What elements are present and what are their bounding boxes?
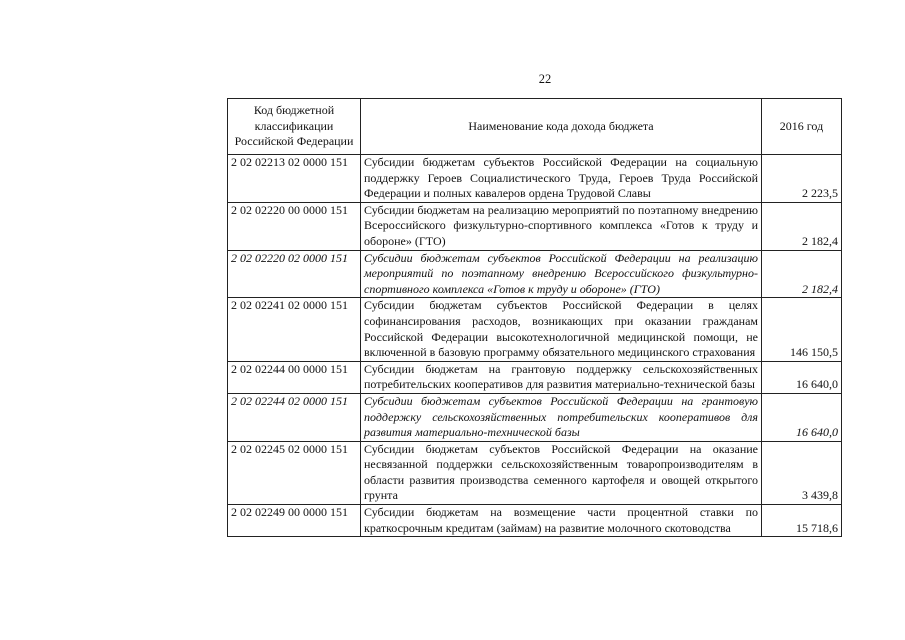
header-code: Код бюджетной классификации Российской Федерации <box>228 99 361 155</box>
table-row <box>228 155 842 203</box>
table-row <box>228 250 842 298</box>
row-code: 2 02 02241 02 0000 151 <box>228 298 361 361</box>
table-header-row <box>228 99 842 155</box>
table-body <box>228 155 842 537</box>
row-value: 15 718,6 <box>762 505 842 537</box>
row-name: Субсидии бюджетам субъектов Российской Федерации на грантовую поддержку сельскохозяйственных потребительских кооперативов для развития материально-технической базы <box>361 393 762 441</box>
table-row <box>228 361 842 393</box>
row-code: 2 02 02220 02 0000 151 <box>228 250 361 298</box>
header-year: 2016 год <box>762 99 842 155</box>
row-code: 2 02 02245 02 0000 151 <box>228 441 361 504</box>
row-value: 2 182,4 <box>762 250 842 298</box>
row-value: 2 182,4 <box>762 202 842 250</box>
row-name: Субсидии бюджетам субъектов Российской Федерации в целях софинансирования расходов, возникающих при оказании гражданам Российской Федерации высокотехнологичной медицинской помощи, не включенной в базовую программу обязательного медицинского страхования <box>361 298 762 361</box>
row-code: 2 02 02249 00 0000 151 <box>228 505 361 537</box>
row-name: Субсидии бюджетам на возмещение части процентной ставки по краткосрочным кредитам (займам) на развитие молочного скотоводства <box>361 505 762 537</box>
row-value: 2 223,5 <box>762 155 842 203</box>
row-name: Субсидии бюджетам субъектов Российской Федерации на социальную поддержку Героев Социалистического Труда, Героев Труда Российской Федерации и полных кавалеров ордена Трудовой Славы <box>361 155 762 203</box>
row-code: 2 02 02244 00 0000 151 <box>228 361 361 393</box>
table-row <box>228 393 842 441</box>
budget-income-table <box>227 98 842 537</box>
header-name: Наименование кода дохода бюджета <box>361 99 762 155</box>
row-value: 16 640,0 <box>762 393 842 441</box>
row-code: 2 02 02244 02 0000 151 <box>228 393 361 441</box>
page-number: 22 <box>538 72 552 86</box>
row-value: 16 640,0 <box>762 361 842 393</box>
row-code: 2 02 02213 02 0000 151 <box>228 155 361 203</box>
row-value: 3 439,8 <box>762 441 842 504</box>
table-row <box>228 441 842 504</box>
row-code: 2 02 02220 00 0000 151 <box>228 202 361 250</box>
table-row <box>228 202 842 250</box>
row-name: Субсидии бюджетам субъектов Российской Федерации на реализацию мероприятий по поэтапному внедрению Всероссийского физкультурно-спортивного комплекса «Готов к труду и обороне» (ГТО) <box>361 250 762 298</box>
table-row <box>228 505 842 537</box>
table-row <box>228 298 842 361</box>
row-name: Субсидии бюджетам на реализацию мероприятий по поэтапному внедрению Всероссийского физкультурно-спортивного комплекса «Готов к труду и обороне» (ГТО) <box>361 202 762 250</box>
row-value: 146 150,5 <box>762 298 842 361</box>
row-name: Субсидии бюджетам субъектов Российской Федерации на оказание несвязанной поддержки сельскохозяйственным товаропроизводителям в области развития производства семенного картофеля и овощей открытого грунта <box>361 441 762 504</box>
row-name: Субсидии бюджетам на грантовую поддержку сельскохозяйственных потребительских кооперативов для развития материально-технической базы <box>361 361 762 393</box>
